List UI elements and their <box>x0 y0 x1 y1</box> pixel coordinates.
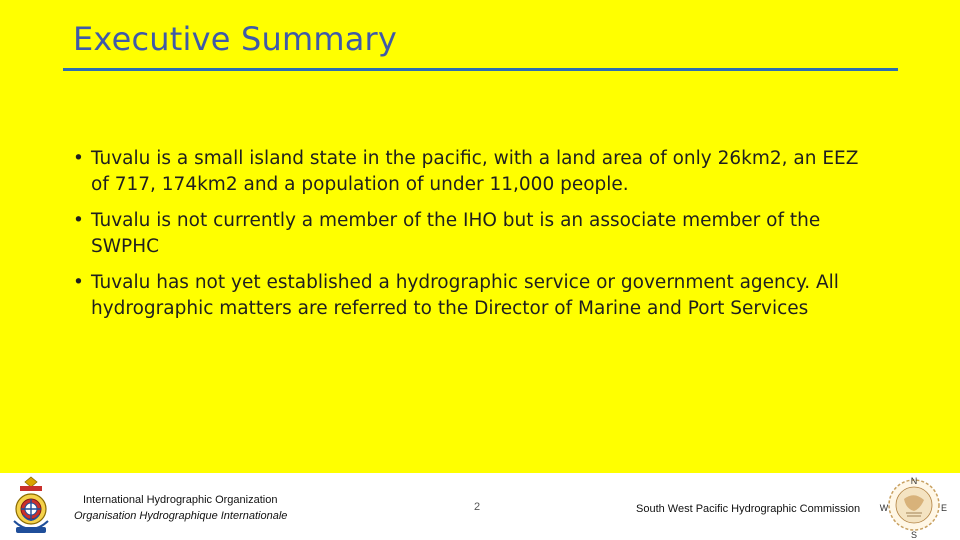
swphc-compass-logo-icon <box>876 473 952 540</box>
bullet-glyph: • <box>73 272 84 293</box>
compass-east-label: E <box>940 503 948 513</box>
bullet-text: Tuvalu is a small island state in the pacific, with a land area of only 26km2, an EEZ of 717, 174km2 and a population of under 11,000 people. <box>91 148 859 195</box>
bullet-item <box>73 146 873 198</box>
compass-west-label: W <box>879 503 889 513</box>
bullet-glyph: • <box>73 210 84 231</box>
bullet-item <box>73 270 873 322</box>
commission-name: South West Pacific Hydrographic Commission <box>636 503 861 515</box>
slide-footer <box>0 473 960 540</box>
bullet-list <box>73 146 873 332</box>
iho-emblem-icon <box>10 475 52 537</box>
org-name-english: International Hydrographic Organization <box>83 494 278 506</box>
slide-title: Executive Summary <box>73 20 398 58</box>
bullet-item <box>73 208 873 260</box>
page-number: 2 <box>474 501 481 513</box>
compass-north-label: N <box>910 476 918 486</box>
title-underline <box>63 68 898 71</box>
bullet-glyph: • <box>73 148 84 169</box>
org-name-french: Organisation Hydrographique Internationale <box>74 510 288 522</box>
compass-south-label: S <box>910 530 918 540</box>
bullet-text: Tuvalu is not currently a member of the IHO but is an associate member of the SWPHC <box>91 210 821 257</box>
bullet-text: Tuvalu has not yet established a hydrographic service or government agency. All hydrographic matters are referred to the Director of Marine and Port Services <box>91 272 839 319</box>
